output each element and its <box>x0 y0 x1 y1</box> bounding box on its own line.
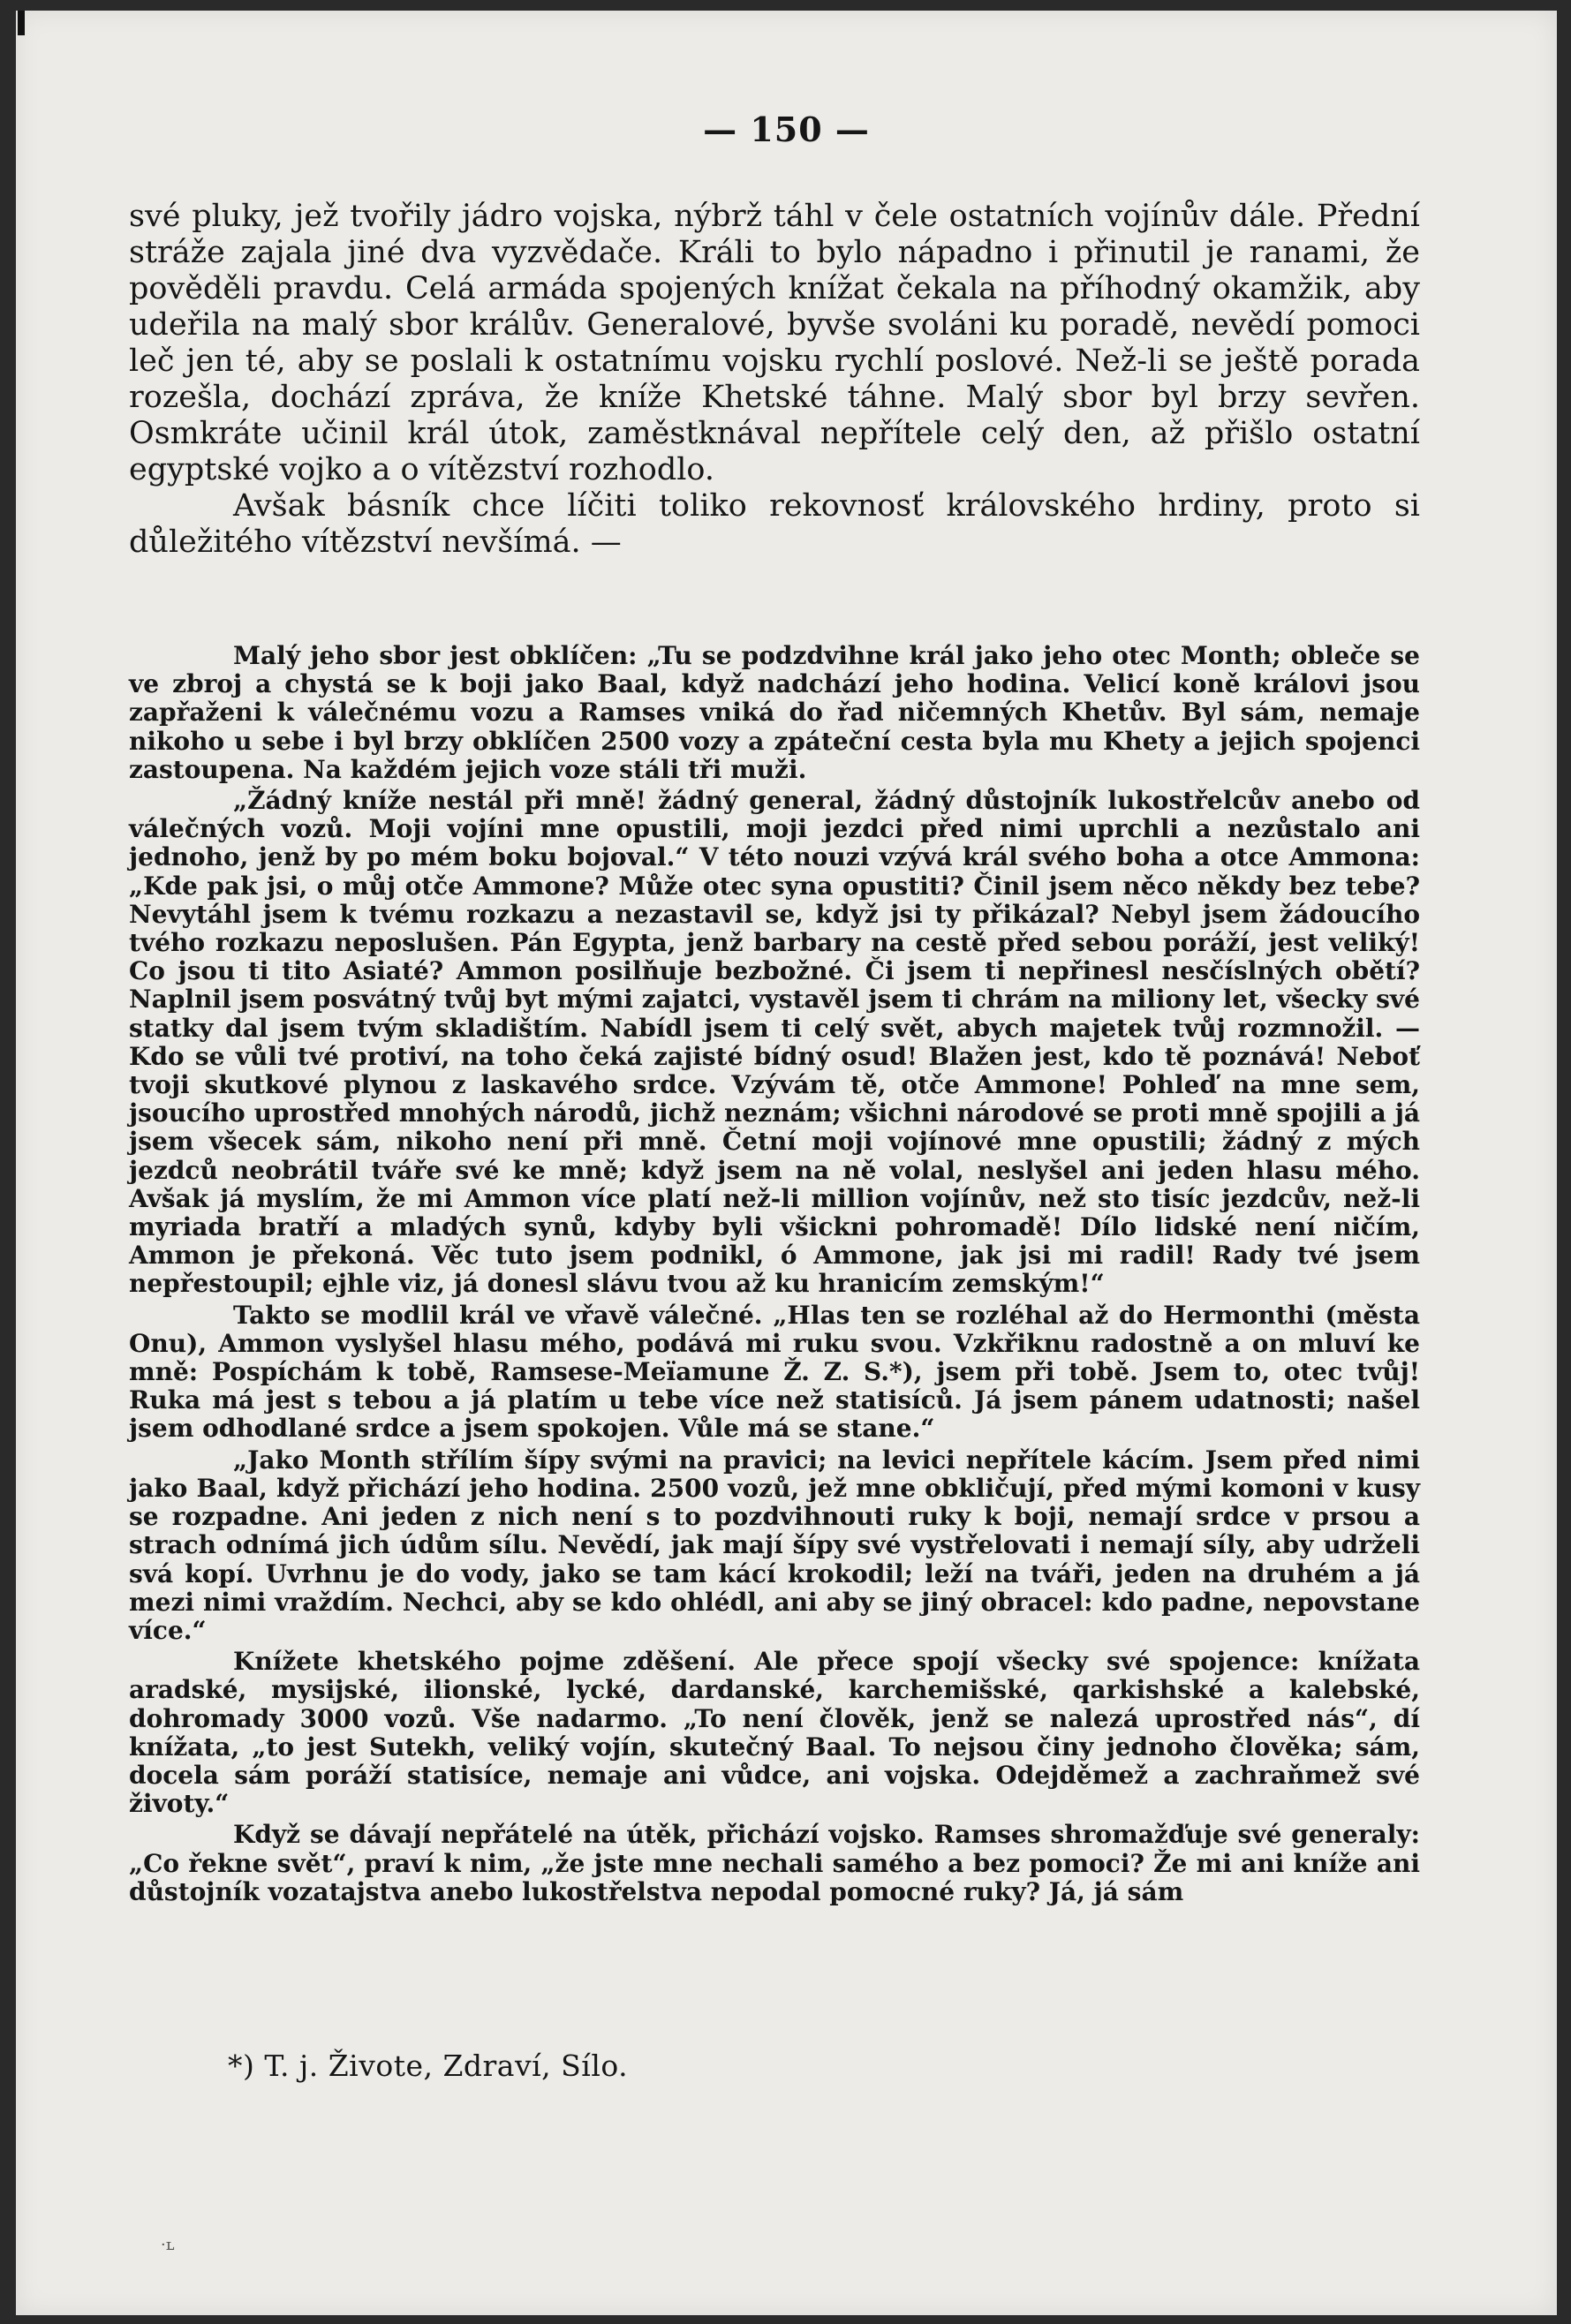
quote-paragraph: Knížete khetského pojme zděšení. Ale přece spojí všecky své spojence: knížata aradské, mysijské, ilionské, lycké, dardanské, karchemišské, qarkishské a kalebské, dohromady 3000 vozů. Vše nadarmo. „To není člověk, jenž se nalezá uprostřed nás“, dí knížata, „to jest Sutekh, veliký vojín, skutečný Baal. To nejsou činy jednoho člověka; sám, docela sám poráží statisíce, nemaje ani vůdce, ani vojska. Odejděmež a zachraňmež své životy.“ <box>129 1647 1420 1819</box>
quote-paragraph: Malý jeho sbor jest obklíčen: „Tu se podzdvihne král jako jeho otec Month; obleče se ve zbroj a chystá se k boji jako Baal, když nadchází jeho hodina. Velicí koně královi jsou zapřaženi k válečnému vozu a Ramses vniká do řad ničemných Khetův. Byl sám, nemaje nikoho u sebe i byl brzy obklíčen 2500 vozy a zpáteční cesta byla mu Khety a jejich spojenci zastoupena. Na každém jejich voze stáli tři muži. <box>129 641 1420 784</box>
quote-paragraph: „Jako Month střílím šípy svými na pravici; na levici nepřítele kácím. Jsem před nimi jako Baal, když přichází jeho hodina. 2500 vozů, jež mne obkličují, před mými komoni v kusy se rozpadne. Ani jeden z nich není s to pozdvihnouti ruky k boji, nemají srdce v prsou a strach odnímá jich údům sílu. Nevědí, jak mají šípy své vystřelovati i nemají síly, aby udrželi svá kopí. Uvrhnu je do vody, jako se tam kácí krokodil; leží na tváři, jeden na druhém a já mezi nimi vraždím. Nechci, aby se kdo ohlédl, ani aby se jiný obracel: kdo padne, nepovstane více.“ <box>129 1445 1420 1645</box>
footnote: *) T. j. Živote, Zdraví, Sílo. <box>228 2049 629 2083</box>
quote-paragraph: „Žádný kníže nestál při mně! žádný general, žádný důstojník lukostřelcův anebo od válečných vozů. Moji vojíni mne opustili, moji jezdci před nimi uprchli a nezůstalo ani jednoho, jenž by po mém boku bojoval.“ V této nouzi vzývá král svého boha a otce Ammona: „Kde pak jsi, o můj otče Ammone? Může otec syna opustiti? Činil jsem něco někdy bez tebe? Nevytáhl jsem k tvému rozkazu a nezastavil se, když jsi ty přikázal? Nebyl jsem žádoucího tvého rozkazu neposlušen. Pán Egypta, jenž barbary na cestě před sebou poráží, jest veliký! Co jsou ti tito Asiaté? Ammon posilňuje bezbožné. Či jsem ti nepřinesl nesčíslných obětí? Naplnil jsem posvátný tvůj byt mými zajatci, vystavěl jsem ti chrám na miliony let, všecky své statky dal jsem tvým skladištím. Nabídl jsem ti celý svět, abych majetek tvůj rozmnožil. — Kdo se vůli tvé protiví, na toho čeká zajisté bídný osud! Blažen jest, kdo tě poznává! Neboť tvoji skutkové plynou z laskavého srdce. Vzývám tě, otče Ammone! Pohleď na mne sem, jsoucího uprostřed mnohých národů, jichž neznám; všichni národové se proti mně spojili a já jsem všecek sám, nikoho není při mně. Četní moji vojínové mne opustili; žádný z mých jezdců neobrátil tváře své ke mně; když jsem na ně volal, neslyšel ani jeden hlasu mého. Avšak já myslím, že mi Ammon více platí než-li million vojínův, než sto tisíc jezdcův, než-li myriada bratří a mladých synů, kdyby byli všickni pohromadě! Dílo lidské není ničím, Ammon je překoná. Věc tuto jsem podnikl, ó Ammone, jak jsi mi radil! Rady tvé jsem nepřestoupil; ejhle viz, já donesl slávu tvou až ku hranicím zemským!“ <box>129 786 1420 1299</box>
intro-section <box>129 199 1420 561</box>
page-number: — 150 — <box>703 109 870 149</box>
quote-paragraph: Když se dávají nepřátelé na útěk, přichází vojsko. Ramses shromažďuje své generaly: „Co řekne svět“, praví k nim, „že jste mne nechali samého a bez pomoci? Že mi ani kníže ani důstojník vozatajstva anebo lukostřelstva nepodal pomocné ruky? Já, já sám <box>129 1820 1420 1906</box>
quote-paragraph: Takto se modlil král ve vřavě válečné. „Hlas ten se rozléhal až do Hermonthi (města Onu), Ammon vyslyšel hlasu mého, podává mi ruku svou. Vzkřiknu radostně a on mluví ke mně: Pospíchám k tobě, Ramsese-Meïamune Ž. Z. S.*), jsem při tobě. Jsem to, otec tvůj! Ruka má jest s tebou a já platím u tebe více než statisíců. Já jsem pánem udatnosti; našel jsem odhodlané srdce a jsem spokojen. Vůle má se stane.“ <box>129 1300 1420 1444</box>
intro-paragraph: své pluky, jež tvořily jádro vojska, nýbrž táhl v čele ostatních vojínův dále. Přední stráže zajala jiné dva vyzvědače. Králi to bylo nápadno i přinutil je ranami, že pověděli pravdu. Celá armáda spojených knížat čekala na příhodný okamžik, aby udeřila na malý sbor králův. Generalové, byvše svoláni ku poradě, nevědí pomoci leč jen té, aby se poslali k ostatnímu vojsku rychlí poslové. Než-li se ještě porada rozešla, dochází zpráva, že kníže Khetské táhne. Malý sbor byl brzy sevřen. Osmkráte učinil král útok, zaměstknával nepřítele celý den, až přišlo ostatní egyptské vojko a o vítězství rozhodlo. <box>129 199 1420 487</box>
scan-speck: ·ʟ <box>161 2236 175 2254</box>
intro-paragraph: Avšak básník chce líčiti toliko rekovnosť královského hrdiny, proto si důležitého vítězství nevšímá. — <box>129 488 1420 560</box>
quoted-section <box>129 642 1420 1909</box>
book-page <box>16 11 1557 2315</box>
scan-edge-mark <box>18 11 25 35</box>
